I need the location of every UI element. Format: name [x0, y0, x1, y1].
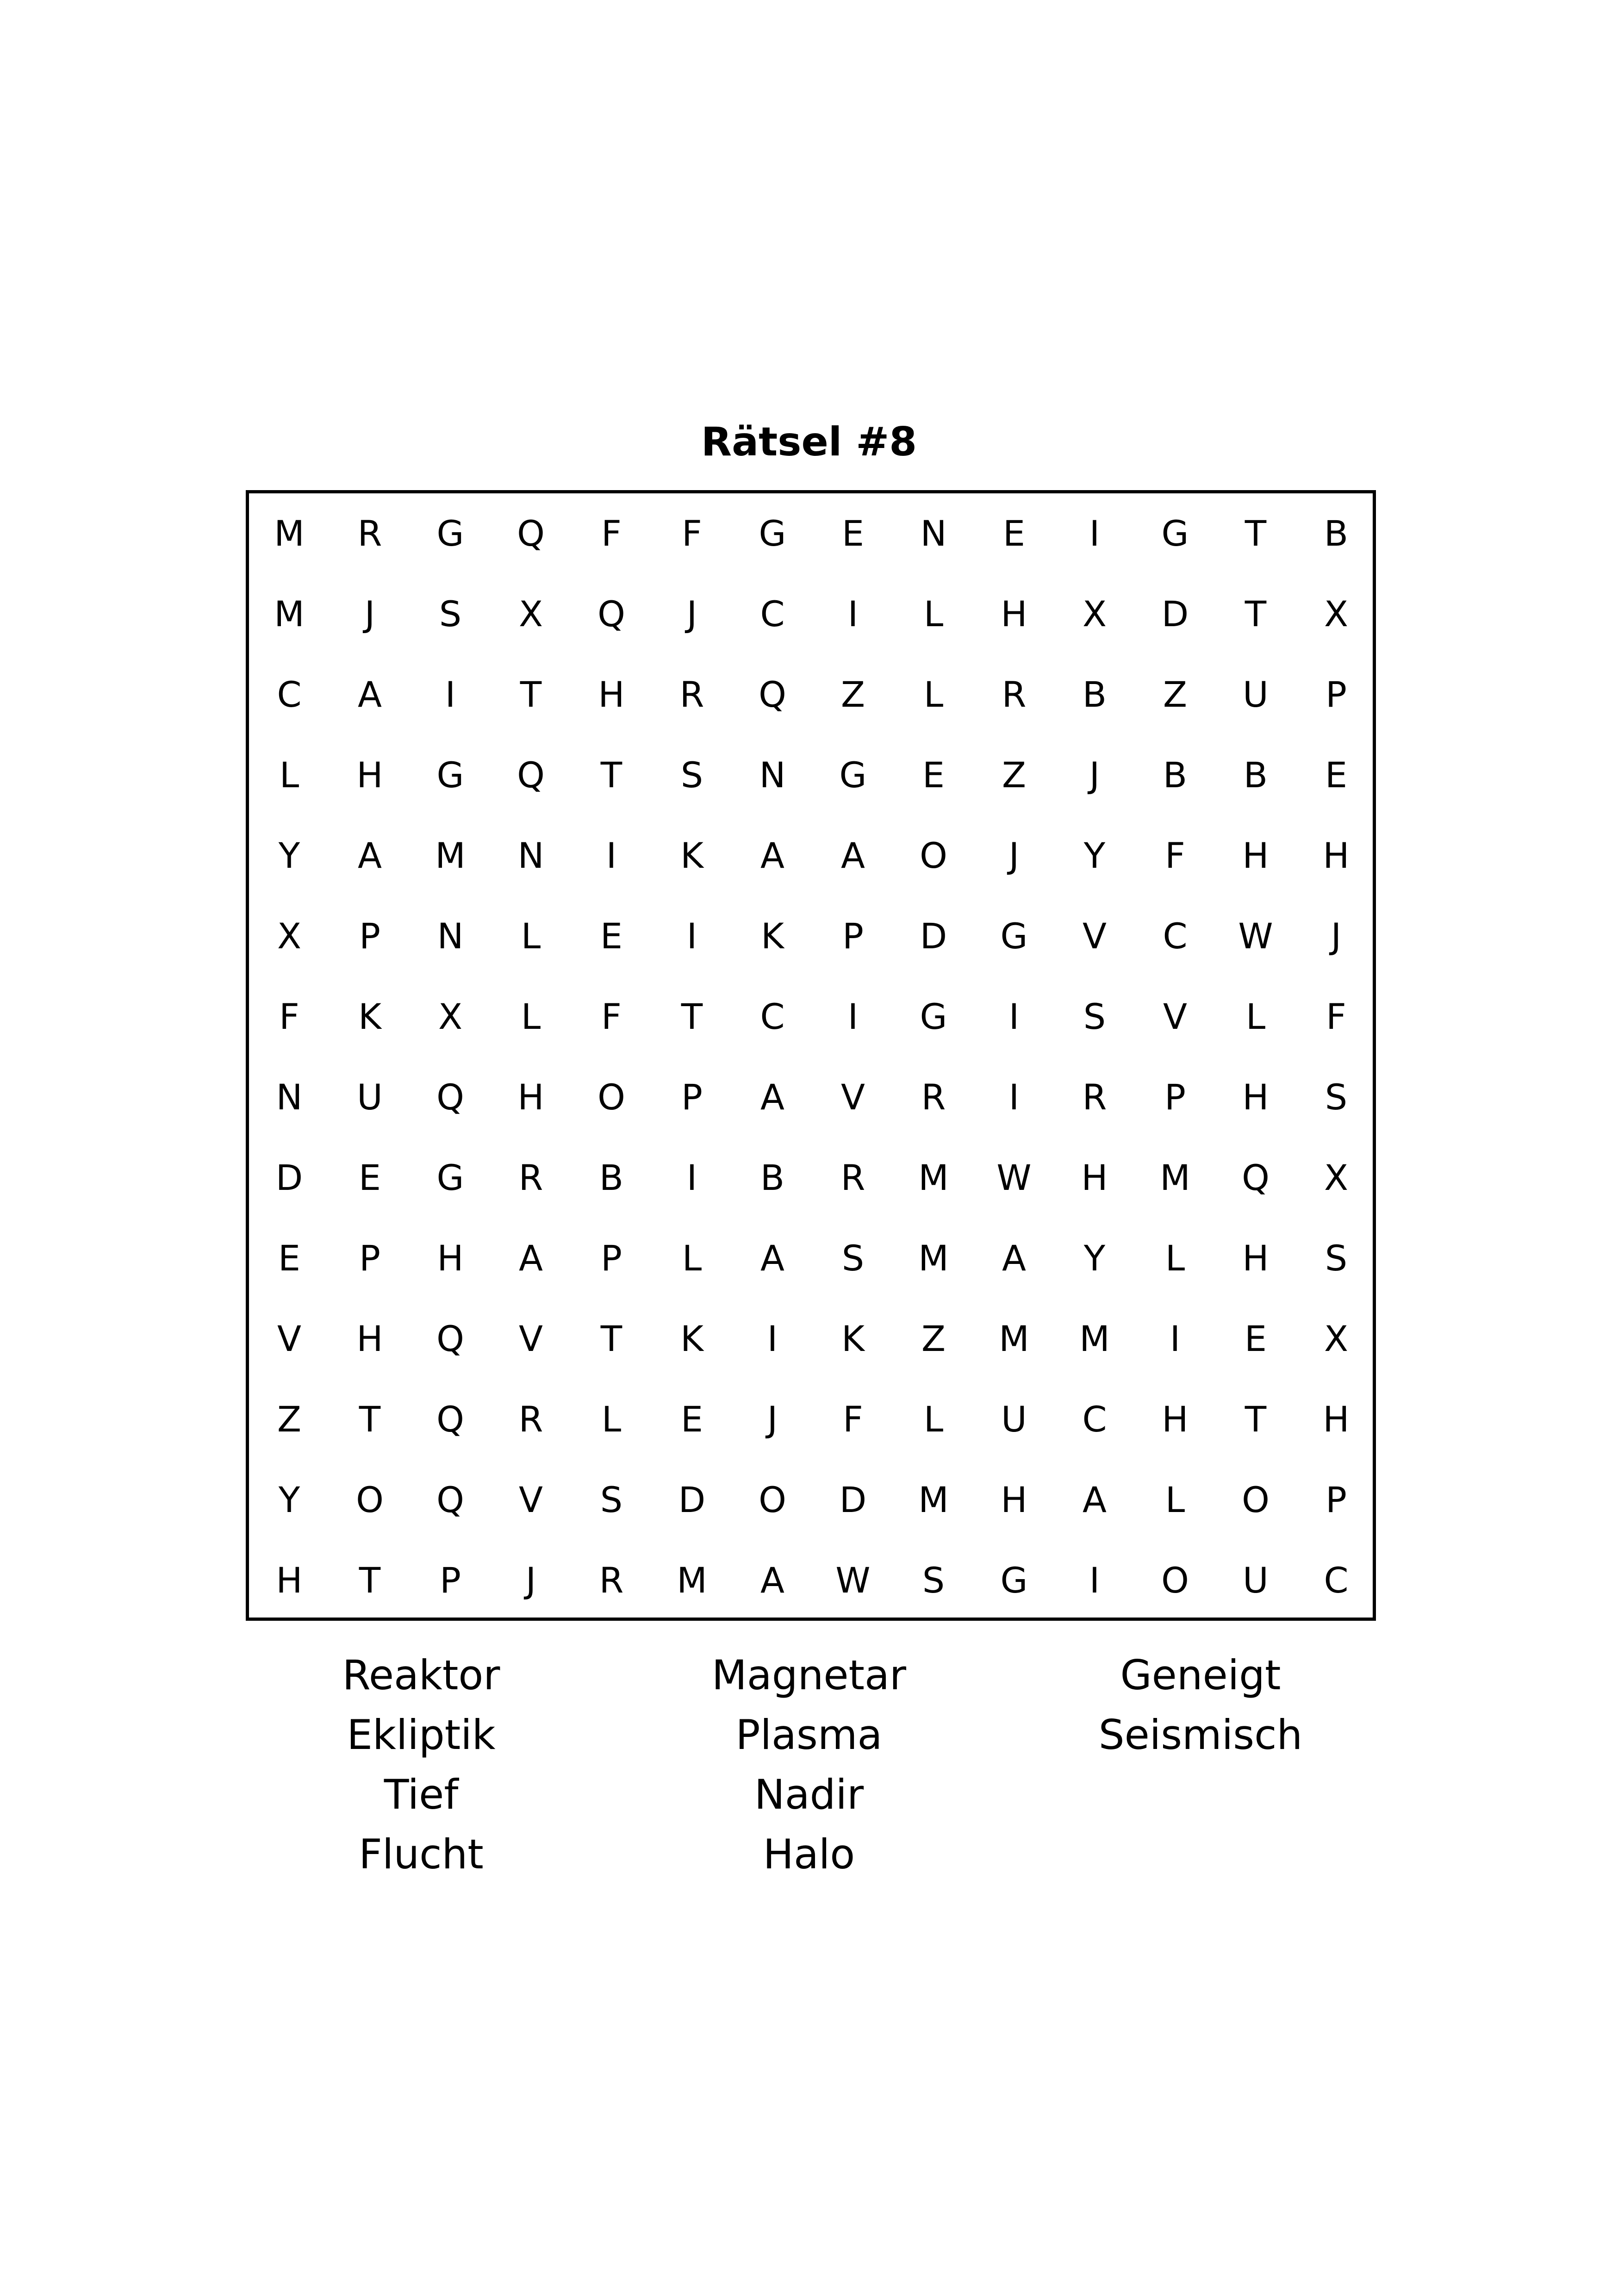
grid-cell: C: [1324, 1560, 1349, 1601]
grid-cell: U: [1243, 674, 1269, 715]
grid-cell: K: [761, 915, 784, 957]
grid-row: [249, 1540, 1373, 1621]
grid-cell: Q: [759, 674, 786, 715]
word-list-item: Halo: [763, 1830, 855, 1878]
grid-cell: L: [682, 1238, 702, 1279]
grid-cell: M: [1079, 1318, 1110, 1359]
grid-row: [249, 977, 1373, 1057]
grid-cell: V: [519, 1318, 543, 1359]
grid-cell: H: [1242, 835, 1269, 876]
grid-cell: A: [1002, 1238, 1026, 1279]
grid-cell: P: [359, 915, 380, 957]
word-list-item: Geneigt: [1120, 1651, 1281, 1699]
grid-cell: G: [436, 754, 464, 796]
grid-cell: O: [920, 835, 947, 876]
grid-cell: J: [1008, 835, 1020, 876]
grid-cell: E: [841, 513, 865, 554]
grid-cell: H: [1162, 1399, 1189, 1440]
grid-cell: I: [847, 996, 859, 1037]
grid-cell: R: [840, 1157, 865, 1198]
grid-cell: V: [277, 1318, 301, 1359]
grid-cell: L: [279, 754, 299, 796]
grid-cell: D: [1161, 593, 1189, 635]
grid-cell: H: [356, 754, 383, 796]
grid-cell: B: [1243, 754, 1268, 796]
grid-cell: S: [1325, 1076, 1348, 1118]
word-list-item: Tief: [384, 1771, 459, 1818]
grid-cell: G: [1161, 513, 1189, 554]
grid-cell: I: [1008, 1076, 1020, 1118]
grid-cell: O: [356, 1479, 384, 1520]
grid-cell: J: [1089, 754, 1100, 796]
grid-cell: W: [835, 1560, 871, 1601]
grid-cell: N: [437, 915, 464, 957]
grid-cell: F: [601, 996, 622, 1037]
grid-cell: J: [767, 1399, 778, 1440]
word-list-item: Ekliptik: [347, 1711, 496, 1759]
grid-cell: P: [1326, 1479, 1347, 1520]
grid-cell: Z: [1163, 674, 1188, 715]
grid-cell: V: [1163, 996, 1187, 1037]
grid-cell: M: [999, 1318, 1029, 1359]
grid-cell: G: [839, 754, 867, 796]
grid-cell: B: [760, 1157, 785, 1198]
grid-row: [249, 896, 1373, 977]
word-list-column-3: [992, 1645, 1409, 1765]
grid-cell: A: [760, 835, 784, 876]
grid-cell: R: [518, 1157, 543, 1198]
grid-cell: L: [1165, 1479, 1185, 1520]
grid-cell: Y: [1083, 835, 1106, 876]
grid-cell: W: [996, 1157, 1032, 1198]
word-list-item: Reaktor: [342, 1651, 500, 1699]
grid-cell: A: [358, 835, 382, 876]
grid-cell: N: [517, 835, 544, 876]
grid-cell: Q: [436, 1076, 464, 1118]
grid-cell: A: [519, 1238, 543, 1279]
grid-cell: J: [1331, 915, 1342, 957]
grid-cell: L: [601, 1399, 622, 1440]
grid-cell: I: [767, 1318, 778, 1359]
grid-row: [249, 654, 1373, 735]
grid-cell: D: [678, 1479, 706, 1520]
grid-cell: B: [1163, 754, 1188, 796]
grid-cell: M: [918, 1238, 949, 1279]
grid-cell: E: [1244, 1318, 1267, 1359]
grid-cell: M: [274, 593, 305, 635]
grid-cell: X: [277, 915, 302, 957]
grid-cell: Q: [436, 1399, 464, 1440]
grid-cell: T: [600, 754, 622, 796]
grid-cell: S: [680, 754, 703, 796]
grid-cell: S: [841, 1238, 865, 1279]
grid-cell: E: [600, 915, 623, 957]
grid-cell: H: [1242, 1238, 1269, 1279]
grid-cell: C: [277, 674, 302, 715]
grid-cell: D: [275, 1157, 303, 1198]
grid-cell: I: [847, 593, 859, 635]
grid-cell: Y: [278, 1479, 300, 1520]
grid-cell: P: [1164, 1076, 1186, 1118]
grid-cell: S: [1083, 996, 1106, 1037]
grid-cell: S: [922, 1560, 945, 1601]
grid-cell: E: [1002, 513, 1026, 554]
grid-cell: A: [760, 1238, 784, 1279]
grid-row: [249, 574, 1373, 654]
grid-row: [249, 1299, 1373, 1379]
grid-cell: B: [1082, 674, 1107, 715]
grid-cell: Q: [436, 1318, 464, 1359]
grid-row: [249, 1379, 1373, 1460]
word-list-item: Flucht: [359, 1830, 484, 1878]
grid-cell: P: [842, 915, 864, 957]
grid-cell: M: [918, 1479, 949, 1520]
grid-cell: P: [359, 1238, 380, 1279]
word-list-item: Magnetar: [711, 1651, 907, 1699]
grid-cell: V: [1083, 915, 1107, 957]
grid-cell: C: [1163, 915, 1188, 957]
grid-cell: H: [598, 674, 625, 715]
grid-cell: G: [1000, 915, 1028, 957]
letter-grid: [246, 490, 1376, 1621]
grid-cell: B: [599, 1157, 624, 1198]
grid-cell: L: [923, 593, 944, 635]
grid-cell: T: [1245, 593, 1267, 635]
grid-cell: O: [597, 1076, 625, 1118]
grid-cell: H: [437, 1238, 464, 1279]
grid-cell: Z: [1002, 754, 1027, 796]
grid-cell: T: [359, 1560, 381, 1601]
grid-cell: Y: [278, 835, 300, 876]
grid-cell: M: [918, 1157, 949, 1198]
grid-cell: H: [1242, 1076, 1269, 1118]
grid-row: [249, 1460, 1373, 1540]
grid-cell: I: [1170, 1318, 1181, 1359]
grid-cell: E: [922, 754, 945, 796]
grid-cell: K: [680, 835, 703, 876]
grid-cell: D: [920, 915, 947, 957]
grid-row: [249, 493, 1373, 574]
grid-cell: I: [1008, 996, 1020, 1037]
grid-cell: I: [686, 915, 697, 957]
grid-cell: I: [606, 835, 617, 876]
grid-cell: R: [1082, 1076, 1107, 1118]
grid-cell: Z: [921, 1318, 946, 1359]
grid-cell: K: [358, 996, 381, 1037]
grid-cell: Y: [1083, 1238, 1106, 1279]
grid-cell: L: [1245, 996, 1266, 1037]
grid-cell: Z: [277, 1399, 302, 1440]
grid-cell: A: [841, 835, 865, 876]
grid-cell: O: [1161, 1560, 1189, 1601]
grid-cell: A: [760, 1076, 784, 1118]
grid-cell: O: [759, 1479, 786, 1520]
grid-cell: P: [601, 1238, 622, 1279]
grid-cell: P: [1326, 674, 1347, 715]
grid-cell: H: [517, 1076, 544, 1118]
grid-cell: M: [435, 835, 466, 876]
grid-cell: N: [759, 754, 786, 796]
grid-cell: L: [521, 996, 541, 1037]
grid-cell: J: [525, 1560, 536, 1601]
grid-cell: G: [1000, 1560, 1028, 1601]
grid-cell: M: [677, 1560, 707, 1601]
grid-cell: F: [682, 513, 702, 554]
grid-cell: P: [681, 1076, 703, 1118]
grid-cell: X: [1324, 593, 1349, 635]
grid-cell: T: [1245, 1399, 1267, 1440]
grid-cell: E: [278, 1238, 301, 1279]
grid-cell: T: [600, 1318, 622, 1359]
grid-cell: A: [760, 1560, 784, 1601]
grid-cell: F: [1165, 835, 1185, 876]
grid-cell: R: [357, 513, 382, 554]
grid-cell: Q: [517, 754, 545, 796]
grid-row: [249, 735, 1373, 815]
grid-cell: I: [445, 674, 456, 715]
grid-cell: J: [686, 593, 697, 635]
grid-cell: L: [923, 674, 944, 715]
grid-cell: H: [1323, 835, 1350, 876]
grid-cell: E: [358, 1157, 381, 1198]
grid-cell: H: [1323, 1399, 1350, 1440]
grid-cell: R: [921, 1076, 946, 1118]
grid-cell: S: [1325, 1238, 1348, 1279]
grid-cell: J: [364, 593, 375, 635]
grid-cell: X: [518, 593, 543, 635]
grid-cell: S: [600, 1479, 623, 1520]
grid-cell: N: [920, 513, 947, 554]
grid-cell: T: [359, 1399, 381, 1440]
grid-cell: G: [436, 1157, 464, 1198]
grid-cell: E: [680, 1399, 703, 1440]
grid-cell: I: [686, 1157, 697, 1198]
grid-cell: M: [1160, 1157, 1190, 1198]
grid-cell: V: [519, 1479, 543, 1520]
grid-cell: U: [1001, 1399, 1027, 1440]
grid-cell: L: [923, 1399, 944, 1440]
grid-cell: B: [1324, 513, 1349, 554]
grid-cell: M: [274, 513, 305, 554]
grid-cell: T: [520, 674, 542, 715]
grid-cell: F: [279, 996, 299, 1037]
grid-cell: N: [276, 1076, 303, 1118]
grid-cell: F: [843, 1399, 863, 1440]
grid-cell: H: [356, 1318, 383, 1359]
grid-cell: L: [521, 915, 541, 957]
grid-cell: S: [439, 593, 462, 635]
grid-cell: T: [1245, 513, 1267, 554]
grid-cell: F: [1326, 996, 1346, 1037]
grid-cell: O: [1242, 1479, 1270, 1520]
grid-cell: L: [1165, 1238, 1185, 1279]
grid-cell: G: [436, 513, 464, 554]
grid-cell: H: [1001, 593, 1027, 635]
grid-cell: Q: [517, 513, 545, 554]
grid-cell: H: [276, 1560, 303, 1601]
grid-cell: A: [358, 674, 382, 715]
grid-cell: V: [841, 1076, 865, 1118]
grid-cell: R: [1002, 674, 1027, 715]
word-list-column-2: [601, 1645, 1017, 1884]
grid-cell: I: [1089, 1560, 1100, 1601]
word-list-item: Plasma: [735, 1711, 883, 1759]
grid-cell: A: [1083, 1479, 1107, 1520]
grid-cell: Q: [436, 1479, 464, 1520]
grid-cell: G: [920, 996, 947, 1037]
grid-cell: E: [1325, 754, 1348, 796]
grid-cell: X: [438, 996, 463, 1037]
grid-cell: K: [680, 1318, 703, 1359]
grid-cell: F: [601, 513, 622, 554]
grid-cell: R: [599, 1560, 624, 1601]
grid-cell: C: [760, 996, 785, 1037]
grid-cell: G: [759, 513, 786, 554]
word-list-column-1: [213, 1645, 629, 1884]
grid-cell: C: [760, 593, 785, 635]
grid-cell: K: [841, 1318, 865, 1359]
grid-cell: Q: [1242, 1157, 1270, 1198]
grid-row: [249, 815, 1373, 896]
grid-cell: T: [681, 996, 703, 1037]
grid-cell: H: [1081, 1157, 1108, 1198]
grid-cell: U: [357, 1076, 383, 1118]
grid-row: [249, 1218, 1373, 1299]
grid-cell: C: [1082, 1399, 1107, 1440]
grid-cell: X: [1082, 593, 1107, 635]
grid-cell: H: [1001, 1479, 1027, 1520]
grid-cell: W: [1238, 915, 1273, 957]
grid-cell: U: [1243, 1560, 1269, 1601]
grid-cell: Q: [597, 593, 625, 635]
grid-row: [249, 1138, 1373, 1218]
puzzle-title: Rätsel #8: [701, 419, 917, 465]
grid-cell: X: [1324, 1318, 1349, 1359]
grid-cell: D: [839, 1479, 867, 1520]
grid-row: [249, 1057, 1373, 1138]
word-list-item: Seismisch: [1098, 1711, 1303, 1759]
grid-cell: I: [1089, 513, 1100, 554]
grid-cell: P: [440, 1560, 461, 1601]
grid-cell: R: [679, 674, 704, 715]
grid-cell: R: [518, 1399, 543, 1440]
word-list-item: Nadir: [754, 1771, 864, 1818]
grid-cell: X: [1324, 1157, 1349, 1198]
grid-cell: Z: [840, 674, 865, 715]
